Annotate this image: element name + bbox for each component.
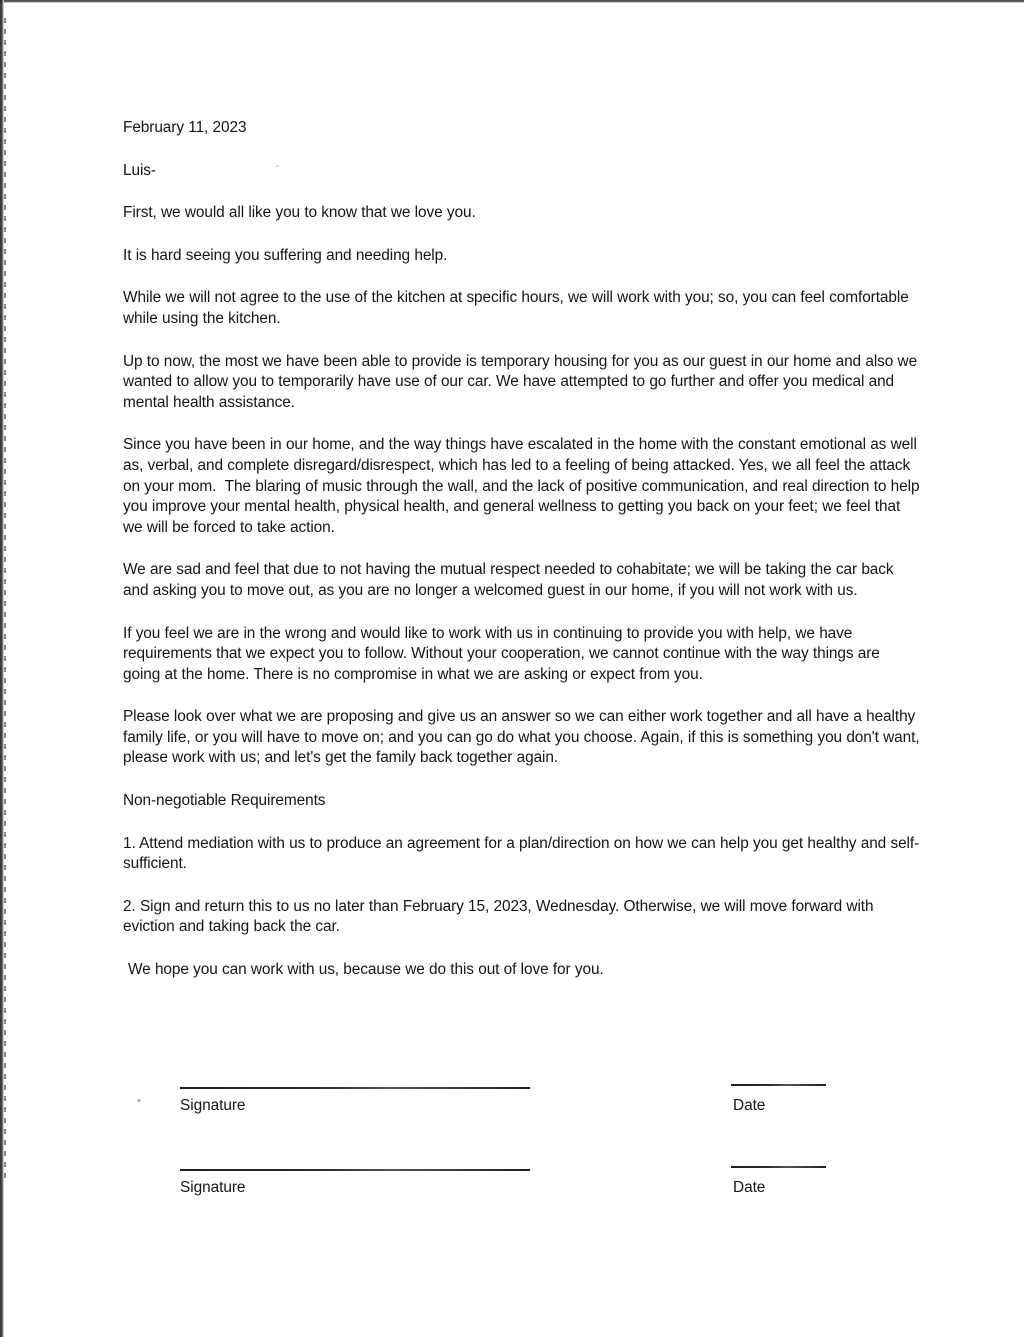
signature-line-row-1: [180, 1087, 530, 1089]
date-line-row-1: [731, 1084, 826, 1086]
letter-paragraph-6: We are sad and feel that due to not having the mutual respect needed to cohabitate; we will be taking the car back and asking you to move out, as you are no longer a welcomed guest in our home, if you will not work with us.: [123, 561, 898, 599]
scan-edge-left-speckle-artifact: [4, 18, 6, 1178]
signature-line-row-2: [180, 1169, 530, 1171]
scan-edge-top-artifact: [0, 0, 1024, 3]
date-line-row-2: [731, 1166, 826, 1168]
date-label-row-1: Date: [733, 1097, 766, 1114]
requirement-item-1: 1. Attend mediation with us to produce an agreement for a plan/direction on how we can help you get healthy and self-sufficient.: [123, 834, 920, 873]
letter-paragraph-1: First, we would all like you to know that we love you.: [123, 204, 476, 222]
letter-paragraph-8: Please look over what we are proposing and give us an answer so we can either work together and all have a healthy family life, or you will have to move on; and you can go do what you choose. Again, if this is something you don't want, please work with us; and let's get the family back together again.: [123, 708, 924, 767]
letter-paragraph-7: If you feel we are in the wrong and would like to work with us in continuing to provide you with help, we have requirements that we expect you to follow. Without your cooperation, we cannot continue with the way things are going at the home. There is no compromise in what we are asking or expect from you.: [123, 624, 885, 683]
letter-body: [123, 118, 924, 1003]
signature-label-row-2: Signature: [180, 1179, 246, 1196]
date-label-row-2: Date: [733, 1179, 766, 1196]
requirement-item-2: 2. Sign and return this to us no later than February 15, 2023, Wednesday. Otherwise, we will move forward with eviction and taking back the car.: [123, 897, 878, 936]
letter-date: February 11, 2023: [123, 119, 247, 136]
scan-speck-artifact: [137, 1099, 141, 1102]
requirements-heading: Non-negotiable Requirements: [123, 792, 326, 810]
signature-label-row-1: Signature: [180, 1097, 246, 1114]
letter-salutation: Luis-: [123, 161, 156, 179]
letter-paragraph-3: While we will not agree to the use of the kitchen at specific hours, we will work with you; so, you can feel comfortable while using the kitchen.: [123, 289, 913, 327]
letter-paragraph-4: Up to now, the most we have been able to provide is temporary housing for you as our guest in our home and also we wanted to allow you to temporarily have use of our car. We have attempted to go further and offer you medical and mental health assistance.: [123, 352, 922, 411]
letter-closing: We hope you can work with us, because we do this out of love for you.: [128, 961, 604, 979]
letter-paragraph-2: It is hard seeing you suffering and needing help.: [123, 246, 448, 264]
letter-paragraph-5: Since you have been in our home, and the way things have escalated in the home with the constant emotional as well as, verbal, and complete disregard/disrespect, which has led to a feeling of being attacked. Yes, we all feel the attack on your mom. The blaring of music through the wall, and the lack of positive communication, and real direction to help you improve your mental health, physical health, and general wellness to getting you back on your feet; we feel that we will be forced to take action.: [123, 436, 924, 536]
